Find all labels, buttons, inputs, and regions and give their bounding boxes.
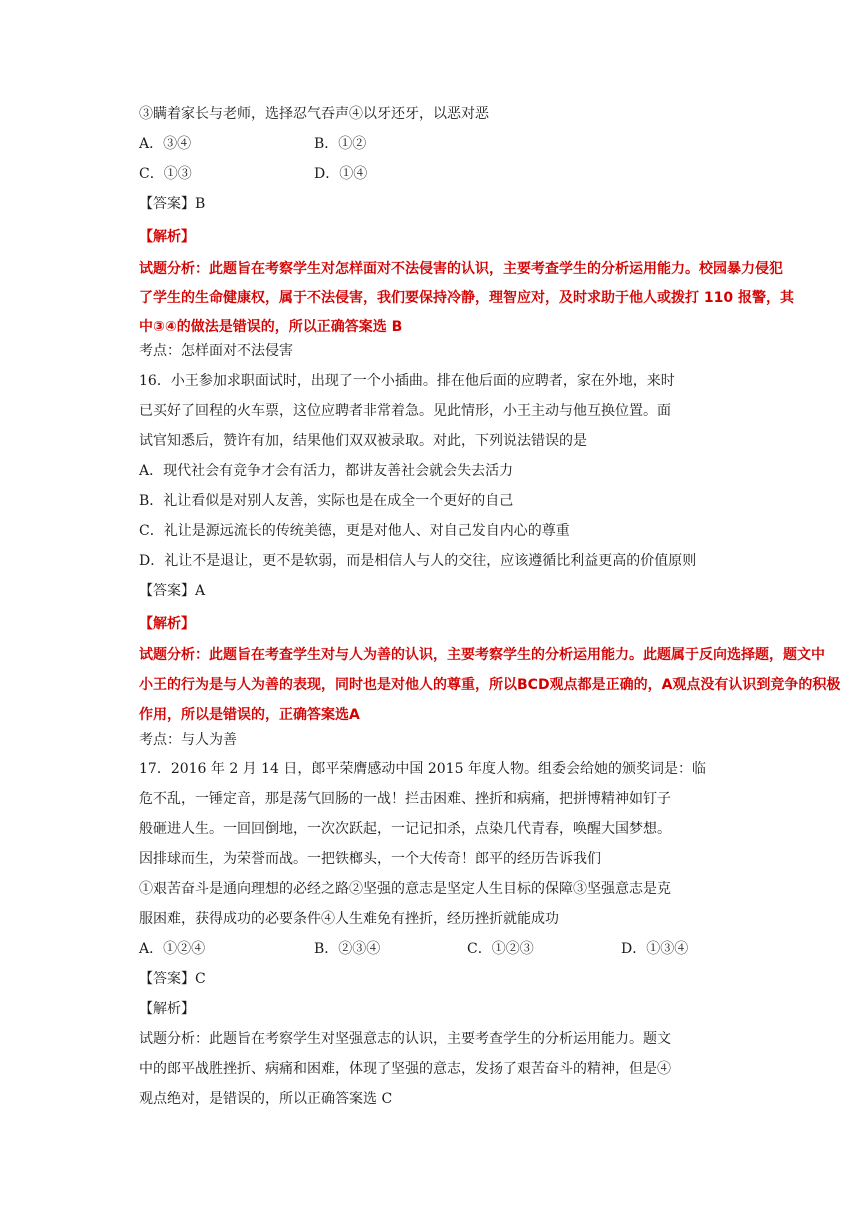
q16-option-c: C．礼让是源远流长的传统美德，更是对他人、对自己发自内心的尊重 (139, 523, 570, 539)
q17-option-b: B．②③④ (314, 941, 381, 957)
q17-analysis-line-3: 观点绝对，是错误的，所以正确答案选 C (139, 1091, 393, 1107)
q17-option-d: D．①③④ (621, 941, 689, 957)
q17-stem-line-4: 因排球而生，为荣誉而战。一把铁榔头，一个大传奇！郎平的经历告诉我们 (139, 851, 601, 867)
q15-option-d: D．①④ (314, 166, 368, 182)
q17-analysis-line-2: 中的郎平战胜挫折、病痛和困难，体现了坚强的意志，发扬了艰苦奋斗的精神，但是④ (139, 1061, 671, 1077)
q17-analysis-line-1: 试题分析：此题旨在考察学生对坚强意志的认识，主要考查学生的分析运用能力。题文 (139, 1031, 671, 1047)
q17-stem-line-5: ①艰苦奋斗是通向理想的必经之路②坚强的意志是坚定人生目标的保障③坚强意志是克 (139, 881, 671, 897)
q16-option-d: D．礼让不是退让，更不是软弱，而是相信人与人的交往，应该遵循比利益更高的价值原则 (139, 553, 697, 569)
q15-kaodian: 考点：怎样面对不法侵害 (139, 343, 293, 359)
q15-option-c: C．①③ (139, 166, 192, 182)
q15-analysis-line-1: 试题分析：此题旨在考察学生对怎样面对不法侵害的认识，主要考查学生的分析运用能力。校园暴力侵犯 (139, 261, 783, 277)
q16-stem-line-1: 16．小王参加求职面试时，出现了一个小插曲。排在他后面的应聘者，家在外地，来时 (139, 373, 675, 389)
q16-kaodian: 考点：与人为善 (139, 732, 237, 748)
q17-stem-line-1: 17．2016 年 2 月 14 日，郎平荣膺感动中国 2015 年度人物。组委会给她的颁奖词是：临 (139, 761, 706, 777)
q16-stem-line-2: 已买好了回程的火车票，这位应聘者非常着急。见此情形，小王主动与他互换位置。面 (139, 403, 671, 419)
q16-analysis-line-3: 作用，所以是错误的，正确答案选A (139, 707, 360, 723)
q15-analysis-line-2: 了学生的生命健康权，属于不法侵害，我们要保持冷静，理智应对，及时求助于他人或拨打 110 报警，其 (139, 290, 794, 306)
q16-answer: 【答案】A (139, 583, 206, 599)
q15-analysis-title: 【解析】 (139, 229, 195, 245)
q16-option-a: A．现代社会有竞争才会有活力，都讲友善社会就会失去活力 (139, 463, 514, 479)
q16-analysis-line-2: 小王的行为是与人为善的表现，同时也是对他人的尊重，所以BCD观点都是正确的，A观点没有认识到竞争的积极 (139, 677, 841, 693)
q17-stem-line-3: 般砸进人生。一回回倒地，一次次跃起，一记记扣杀，点染几代青春，唤醒大国梦想。 (139, 821, 671, 837)
q17-analysis-title: 【解析】 (139, 1001, 195, 1017)
q15-answer: 【答案】B (139, 196, 206, 212)
q17-stem-line-6: 服困难，获得成功的必要条件④人生难免有挫折，经历挫折就能成功 (139, 911, 559, 927)
q16-analysis-line-1: 试题分析：此题旨在考查学生对与人为善的认识，主要考察学生的分析运用能力。此题属于反向选择题，题文中 (139, 647, 825, 663)
q16-stem-line-3: 试官知悉后，赞许有加，结果他们双双被录取。对此，下列说法错误的是 (139, 433, 587, 449)
q17-answer: 【答案】C (139, 971, 206, 987)
q15-option-a: A．③④ (139, 136, 192, 152)
q15-analysis-line-3: 中③④的做法是错误的，所以正确答案选 B (139, 319, 403, 335)
q15-option-b: B．①② (314, 136, 367, 152)
q16-option-b: B．礼让看似是对别人友善，实际也是在成全一个更好的自己 (139, 493, 514, 509)
q17-option-a: A．①②④ (139, 941, 206, 957)
q17-stem-line-2: 危不乱，一锤定音，那是荡气回肠的一战！拦击困难、挫折和病痛，把拼博精神如钉子 (139, 791, 671, 807)
q15-stem-tail: ③瞒着家长与老师，选择忍气吞声④以牙还牙，以恶对恶 (139, 106, 489, 122)
q17-option-c: C．①②③ (467, 941, 534, 957)
q16-analysis-title: 【解析】 (139, 616, 195, 632)
